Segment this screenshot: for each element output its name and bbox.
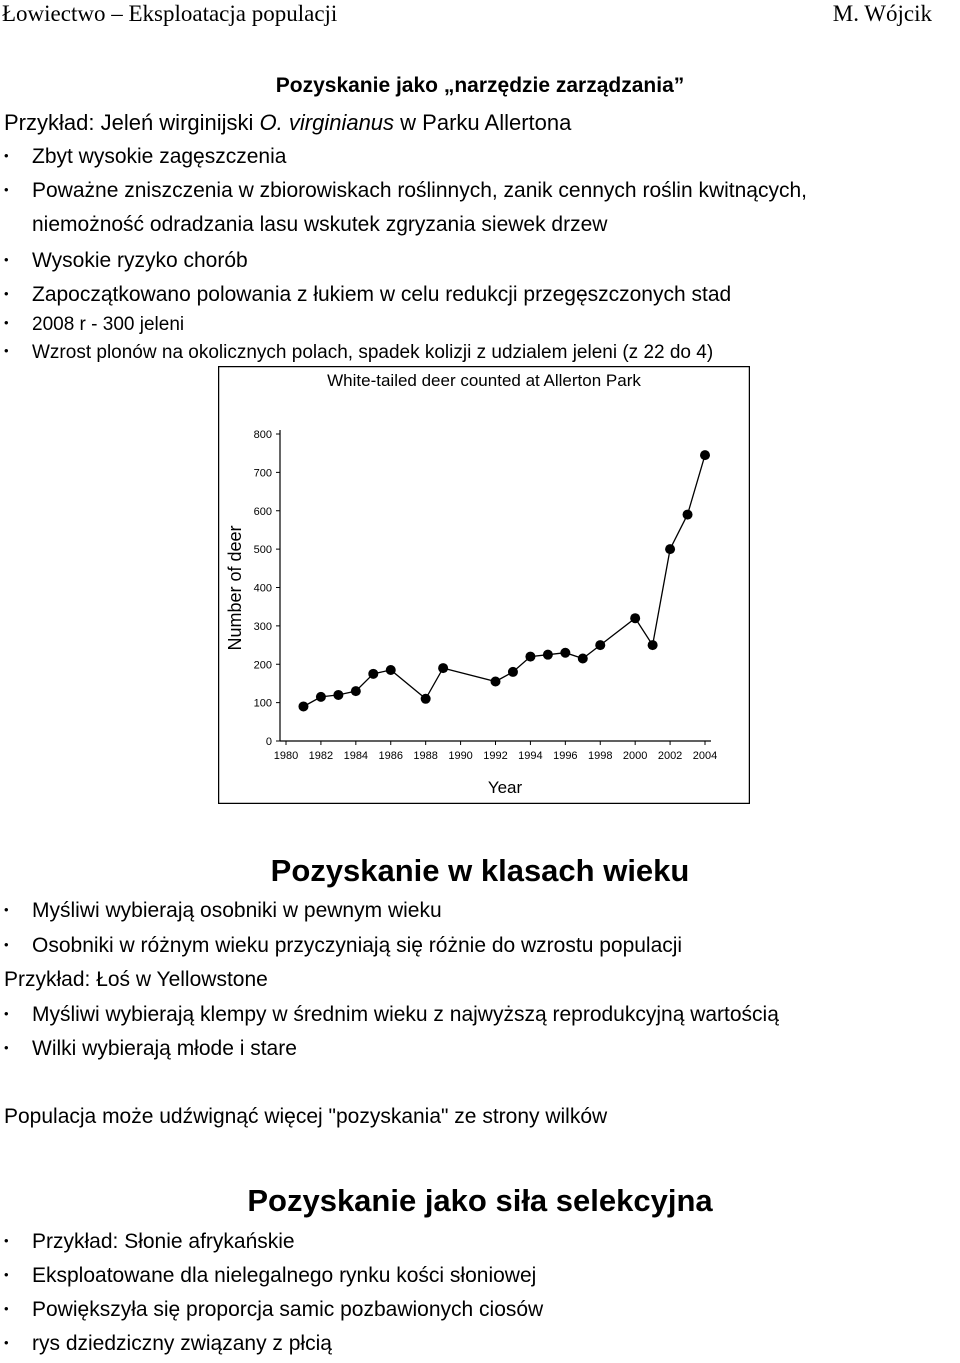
example-prefix: Przykład: Jeleń wirginijski <box>4 110 260 135</box>
y-axis-label: Number of deer <box>225 525 245 651</box>
bullet-icon <box>4 342 24 364</box>
data-point <box>630 613 640 623</box>
bullet-icon <box>4 1332 24 1356</box>
data-point <box>648 640 658 650</box>
data-point <box>491 677 501 687</box>
header-course-title: Łowiectwo – Eksploatacja populacji <box>2 1 338 26</box>
data-point <box>316 692 326 702</box>
x-tick-label: 1988 <box>413 750 438 762</box>
x-tick-label: 1994 <box>518 750 543 762</box>
bullet-icon <box>4 1037 24 1061</box>
chart-frame <box>219 367 750 804</box>
data-point <box>525 652 535 662</box>
bullet-icon <box>4 934 24 958</box>
data-point <box>508 667 518 677</box>
bullet-icon <box>4 1264 24 1288</box>
x-tick-label: 2002 <box>657 750 683 762</box>
section2-note: Populacja może udźwignąć więcej "pozyskania" ze strony wilków <box>4 1105 608 1128</box>
data-point <box>700 450 710 460</box>
x-tick-label: 2004 <box>692 750 718 762</box>
deer-count-chart <box>218 366 750 804</box>
x-tick-label: 1998 <box>588 750 613 762</box>
section2-example: Przykład: Łoś w Yellowstone <box>4 968 268 991</box>
y-tick-label: 100 <box>253 697 272 710</box>
data-point <box>298 701 308 711</box>
bullet-icon <box>4 314 24 336</box>
section1-example <box>4 110 571 136</box>
x-tick-label: 1984 <box>343 750 369 762</box>
data-point <box>560 648 570 658</box>
data-point <box>578 653 588 663</box>
bullet-icon <box>4 145 24 169</box>
section3-title: Pozyskanie jako siła selekcyjna <box>247 1183 713 1218</box>
data-point <box>351 686 361 696</box>
bullet-icon <box>4 1003 24 1027</box>
data-point <box>595 640 605 650</box>
x-axis-label: Year <box>487 778 523 797</box>
x-tick-label: 1992 <box>483 750 508 762</box>
section2-title: Pozyskanie w klasach wieku <box>270 853 690 888</box>
bullet-icon <box>4 1230 24 1254</box>
x-tick-label: 1982 <box>308 750 334 762</box>
y-tick-label: 300 <box>253 620 272 633</box>
chart-title: White-tailed deer counted at Allerton Park <box>327 371 641 390</box>
y-tick-label: 600 <box>253 505 272 518</box>
y-tick-label: 700 <box>253 467 272 480</box>
data-point <box>665 544 675 554</box>
bullet-icon <box>4 283 24 307</box>
x-tick-label: 1990 <box>448 750 473 762</box>
y-tick-label: 0 <box>265 736 272 748</box>
data-point <box>543 650 553 660</box>
data-point <box>683 510 693 520</box>
data-point <box>421 694 431 704</box>
y-tick-label: 500 <box>253 544 272 557</box>
example-species: O. virginianus <box>259 110 395 135</box>
data-point <box>333 690 343 700</box>
data-point <box>438 663 448 673</box>
data-point <box>368 669 378 679</box>
x-tick-label: 1986 <box>378 750 403 762</box>
data-point <box>386 665 396 675</box>
chart-svg <box>218 366 750 804</box>
bullet-icon <box>4 899 24 923</box>
x-tick-label: 1996 <box>553 750 578 762</box>
y-tick-label: 800 <box>253 429 272 441</box>
x-tick-label: 2000 <box>622 750 648 762</box>
y-tick-label: 400 <box>253 582 272 595</box>
y-tick-label: 200 <box>253 659 272 672</box>
header-author: M. Wójcik <box>832 1 932 26</box>
page-header <box>0 0 960 30</box>
section1-title: Pozyskanie jako „narzędzie zarządzania” <box>275 74 685 97</box>
bullet-icon <box>4 1298 24 1322</box>
example-suffix: w Parku Allertona <box>394 110 572 135</box>
bullet-icon <box>4 249 24 273</box>
bullet-icon <box>4 179 24 203</box>
x-tick-label: 1980 <box>273 750 299 762</box>
